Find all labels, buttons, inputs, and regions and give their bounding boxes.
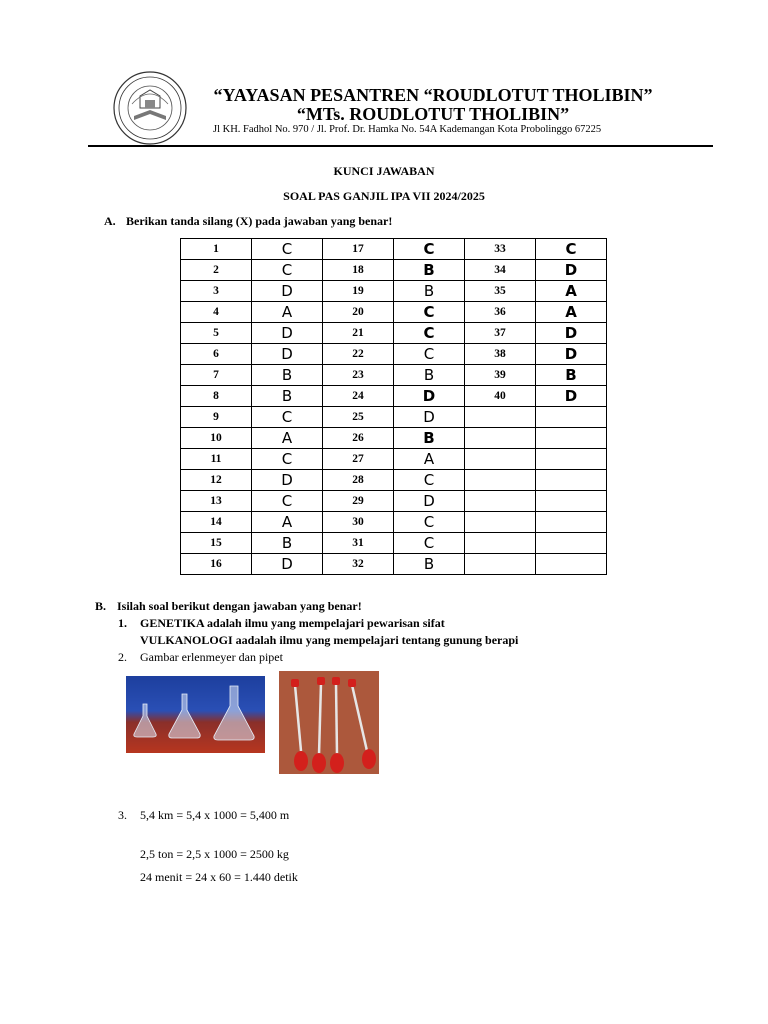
answer-letter: D [252,281,323,302]
answer-letter: B [252,533,323,554]
question-number: 33 [465,239,536,260]
question-number [465,554,536,575]
b-item-3-number: 3. [118,808,127,822]
header-divider [88,145,713,147]
question-number: 25 [323,407,394,428]
section-a-heading [104,214,392,229]
question-number [465,491,536,512]
answer-row [181,260,607,281]
question-number: 20 [323,302,394,323]
question-number: 22 [323,344,394,365]
question-number [465,449,536,470]
question-number: 34 [465,260,536,281]
document-subtitle: SOAL PAS GANJIL IPA VII 2024/2025 [283,189,485,203]
answer-letter: D [252,344,323,365]
answer-letter: A [536,281,607,302]
answer-letter: C [394,239,465,260]
answer-letter: D [536,386,607,407]
b-item-1-line-2: VULKANOLOGI aadalah ilmu yang mempelajari tentang gunung berapi [140,633,519,647]
answer-row [181,386,607,407]
section-b-instruction: Isilah soal berikut dengan jawaban yang benar! [117,599,362,613]
question-number: 21 [323,323,394,344]
answer-row [181,239,607,260]
answer-letter: A [252,302,323,323]
question-number: 6 [181,344,252,365]
answer-letter: B [252,386,323,407]
b-item-3-line-1: 5,4 km = 5,4 x 1000 = 5,400 m [140,808,290,822]
question-number: 13 [181,491,252,512]
question-number: 29 [323,491,394,512]
answer-letter: A [536,302,607,323]
b-item-3-line-3: 24 menit = 24 x 60 = 1.440 detik [140,870,298,884]
answer-row [181,491,607,512]
answer-letter: D [394,407,465,428]
answer-letter [536,491,607,512]
section-a-instruction: Berikan tanda silang (X) pada jawaban yang benar! [126,214,393,228]
answer-letter: D [252,554,323,575]
answer-row [181,365,607,386]
b-item-3-line-2: 2,5 ton = 2,5 x 1000 = 2500 kg [140,847,289,861]
answer-letter: A [252,428,323,449]
question-number [465,428,536,449]
question-number: 8 [181,386,252,407]
question-number: 16 [181,554,252,575]
answer-letter [536,449,607,470]
answer-letter: B [536,365,607,386]
question-number: 38 [465,344,536,365]
question-number: 37 [465,323,536,344]
answer-letter: B [394,281,465,302]
question-number: 3 [181,281,252,302]
question-number: 32 [323,554,394,575]
school-name: “MTs. ROUDLOTUT THOLIBIN” [296,104,570,124]
question-number: 28 [323,470,394,491]
answer-letter: B [252,365,323,386]
answer-letter: D [536,344,607,365]
answer-letter: C [394,302,465,323]
question-number [465,533,536,554]
question-number [465,407,536,428]
answer-letter [536,533,607,554]
answer-letter: D [394,386,465,407]
question-number: 27 [323,449,394,470]
answer-row [181,428,607,449]
b-item-3 [118,808,289,823]
answer-letter: C [252,260,323,281]
question-number: 11 [181,449,252,470]
question-number: 4 [181,302,252,323]
answer-row [181,323,607,344]
erlenmeyer-flask-image [126,676,265,753]
section-a-label: A. [104,214,116,228]
answer-key-table [180,238,607,575]
answer-letter: C [252,491,323,512]
school-logo [112,70,188,146]
answer-letter: C [252,449,323,470]
b-item-2 [118,650,283,665]
document-title: KUNCI JAWABAN [333,164,435,178]
question-number: 5 [181,323,252,344]
answer-letter: B [394,554,465,575]
question-number: 7 [181,365,252,386]
answer-letter: B [394,365,465,386]
answer-letter: A [252,512,323,533]
answer-letter: C [394,512,465,533]
question-number: 2 [181,260,252,281]
answer-letter: C [536,239,607,260]
answer-row [181,344,607,365]
question-number: 10 [181,428,252,449]
question-number: 30 [323,512,394,533]
answer-letter: B [394,428,465,449]
b-item-1-line-1: GENETIKA adalah ilmu yang mempelajari pewarisan sifat [140,616,445,630]
foundation-name: “YAYASAN PESANTREN “ROUDLOTUT THOLIBIN” [213,85,653,105]
answer-letter: C [394,533,465,554]
question-number: 12 [181,470,252,491]
answer-letter [536,554,607,575]
question-number: 17 [323,239,394,260]
answer-row [181,407,607,428]
question-number: 39 [465,365,536,386]
answer-letter: C [394,344,465,365]
b-item-1 [118,616,445,631]
answer-row [181,512,607,533]
b-item-2-text: Gambar erlenmeyer dan pipet [140,650,283,664]
answer-row [181,281,607,302]
question-number: 35 [465,281,536,302]
question-number: 26 [323,428,394,449]
answer-letter: D [394,491,465,512]
answer-letter [536,407,607,428]
answer-letter: B [394,260,465,281]
question-number: 19 [323,281,394,302]
question-number [465,470,536,491]
answer-letter: C [394,470,465,491]
question-number: 24 [323,386,394,407]
answer-letter: C [394,323,465,344]
question-number: 36 [465,302,536,323]
section-b-heading [95,599,362,614]
question-number: 23 [323,365,394,386]
answer-row [181,533,607,554]
answer-row [181,470,607,491]
question-number [465,512,536,533]
answer-letter: A [394,449,465,470]
answer-letter [536,470,607,491]
school-address: Jl KH. Fadhol No. 970 / Jl. Prof. Dr. Hamka No. 54A Kademangan Kota Probolinggo 67225 [213,124,602,135]
question-number: 18 [323,260,394,281]
answer-letter [536,512,607,533]
b-item-2-number: 2. [118,650,127,664]
question-number: 40 [465,386,536,407]
answer-row [181,554,607,575]
answer-letter: C [252,239,323,260]
question-number: 14 [181,512,252,533]
question-number: 9 [181,407,252,428]
answer-letter: D [252,323,323,344]
answer-row [181,449,607,470]
answer-row [181,302,607,323]
answer-letter: C [252,407,323,428]
b-item-1-number: 1. [118,616,127,630]
pipette-image [279,671,379,774]
answer-letter: D [536,260,607,281]
answer-letter: D [536,323,607,344]
answer-letter: D [252,470,323,491]
answer-letter [536,428,607,449]
question-number: 1 [181,239,252,260]
question-number: 15 [181,533,252,554]
question-number: 31 [323,533,394,554]
section-b-label: B. [95,599,107,613]
